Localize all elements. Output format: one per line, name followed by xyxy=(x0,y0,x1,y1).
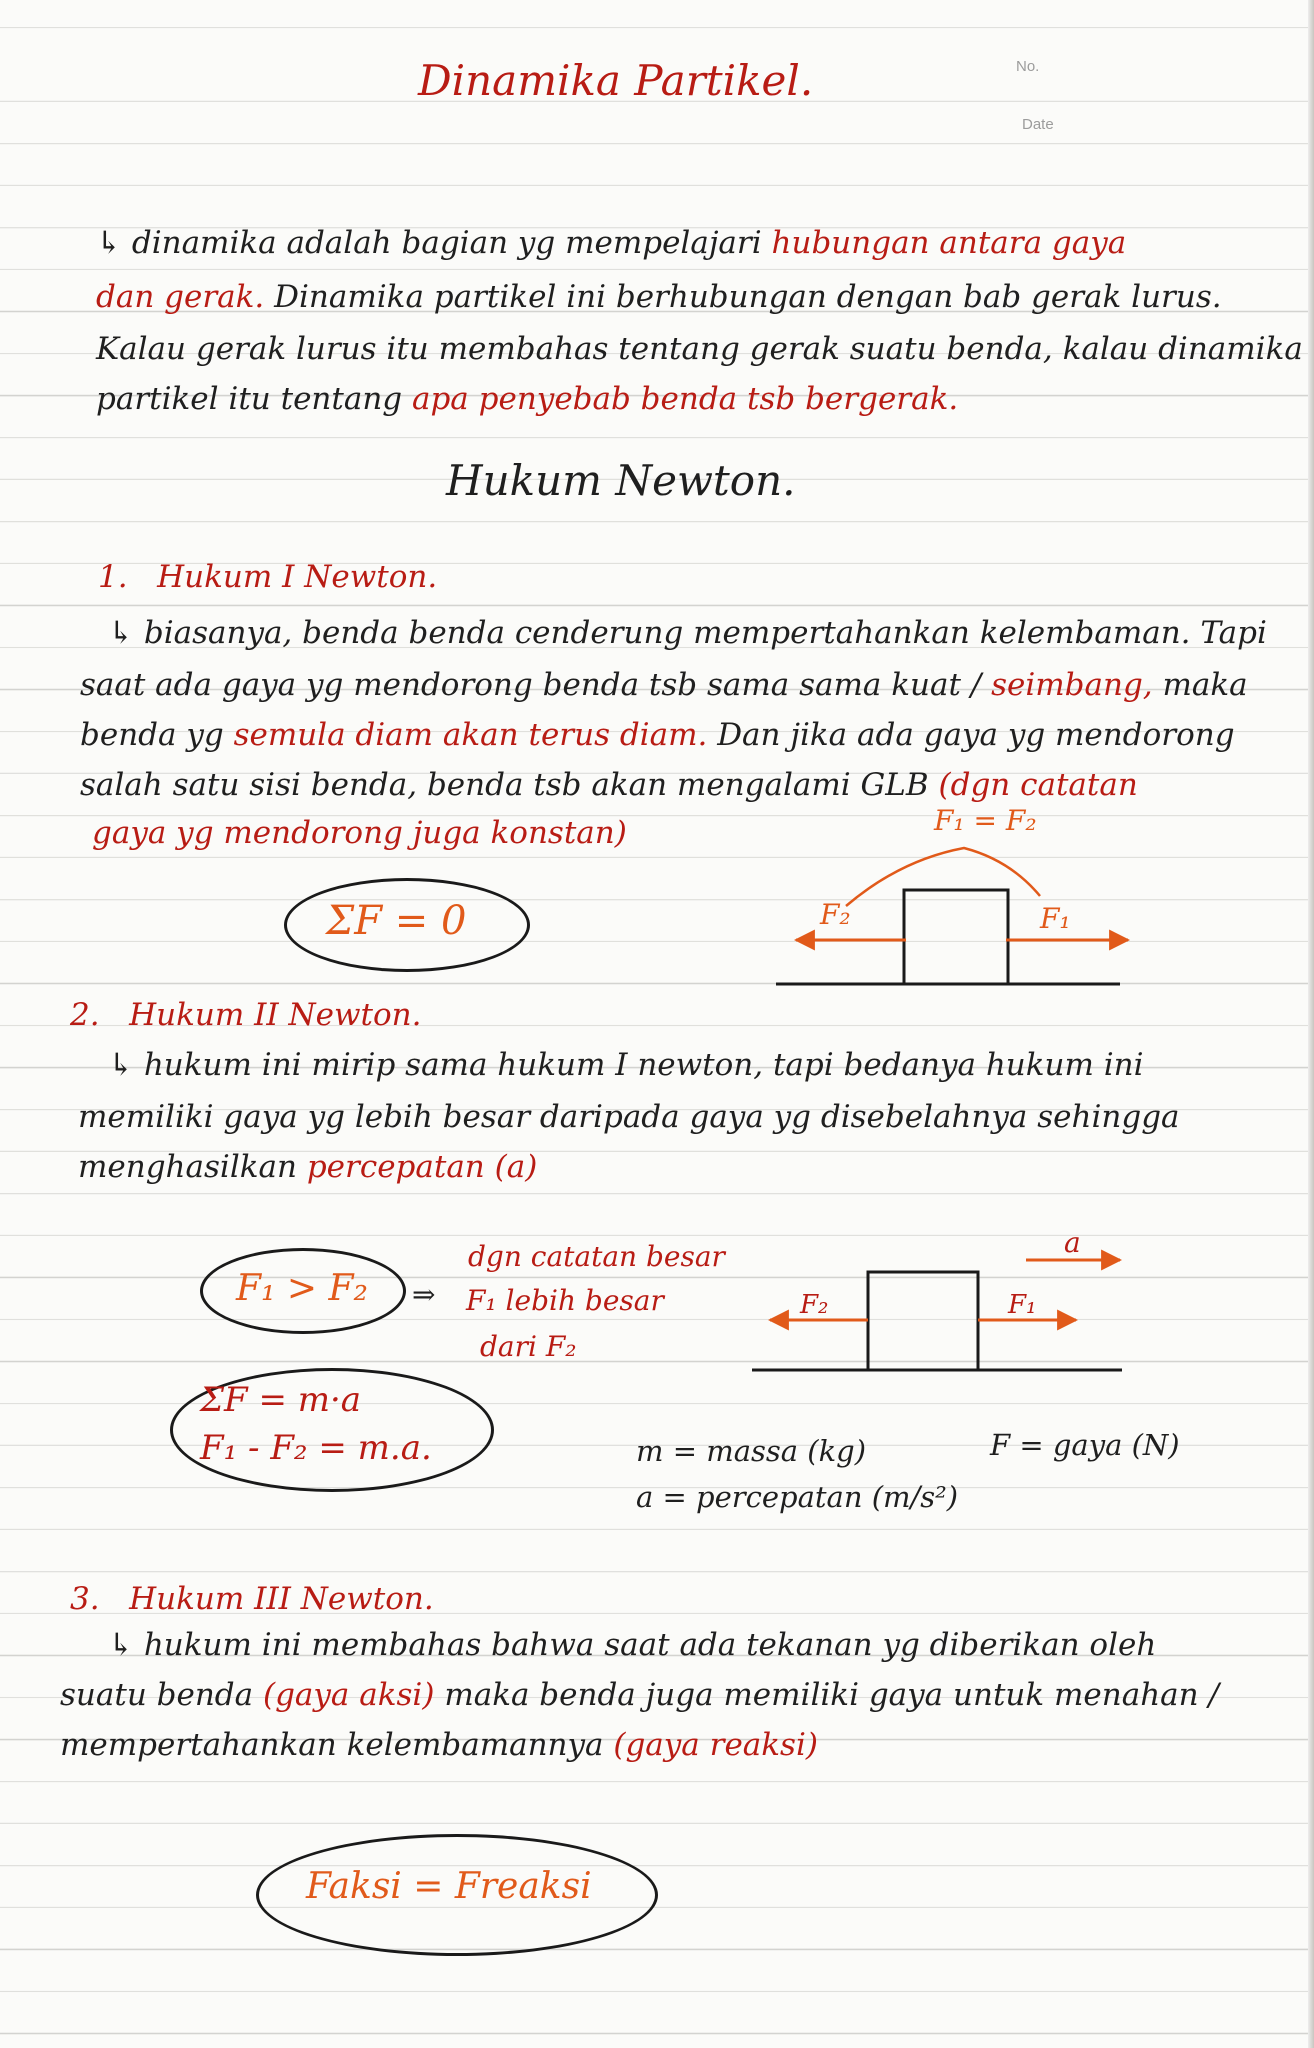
law3-heading: 3. Hukum III Newton. xyxy=(70,1581,434,1617)
law2-note-line-2: F₁ lebih besar xyxy=(466,1284,664,1317)
section-title: Hukum Newton. xyxy=(446,456,796,505)
law2-line-3: menghasilkan percepatan (a) xyxy=(78,1149,538,1185)
law1-line-5: gaya yg mendorong juga konstan) xyxy=(92,815,627,851)
law1-line-3: benda yg semula diam akan terus diam. Dan jika ada gaya yg mendorong xyxy=(80,717,1235,753)
legend-mass: m = massa (kg) xyxy=(636,1434,867,1468)
law2-diagram-left-label: F₂ xyxy=(800,1290,829,1320)
legend-acceleration: a = percepatan (m/s²) xyxy=(636,1480,959,1514)
bullet-arrow-icon: ↳ xyxy=(108,615,134,651)
bullet-arrow-icon: ↳ xyxy=(96,225,122,261)
law2-line-1: ↳ hukum ini mirip sama hukum I newton, tapi bedanya hukum ini xyxy=(108,1047,1144,1083)
law3-line-1: ↳ hukum ini membahas bahwa saat ada tekanan yg diberikan oleh xyxy=(108,1627,1157,1663)
law1-force-diagram xyxy=(776,848,1128,984)
bullet-arrow-icon: ↳ xyxy=(108,1627,134,1663)
intro-line-1: ↳ dinamika adalah bagian yg mempelajari hubungan antara gaya xyxy=(96,225,1127,261)
law2-note-line-3: dari F₂ xyxy=(480,1330,577,1363)
law1-block xyxy=(904,890,1008,984)
law1-line-1: ↳ biasanya, benda benda cenderung mempertahankan kelembaman. Tapi xyxy=(108,615,1267,651)
law1-line-2: saat ada gaya yg mendorong benda tsb sama sama kuat / seimbang, maka xyxy=(80,667,1248,703)
law3-formula: Faksi = Freaksi xyxy=(306,1866,592,1907)
intro-line-2: dan gerak. Dinamika partikel ini berhubungan dengan bab gerak lurus. xyxy=(96,279,1222,315)
bullet-arrow-icon: ↳ xyxy=(108,1047,134,1083)
law2-formula-2: F₁ - F₂ = m.a. xyxy=(200,1428,432,1468)
law2-formula-1: ΣF = m·a xyxy=(200,1380,362,1420)
implies-arrow-icon: ⇒ xyxy=(412,1278,436,1311)
law2-line-2: memiliki gaya yg lebih besar daripada gaya yg disebelahnya sehingga xyxy=(78,1099,1180,1135)
date-label: Date xyxy=(1022,116,1054,133)
page-title: Dinamika Partikel. xyxy=(418,56,814,105)
law2-condition-formula: F₁ > F₂ xyxy=(236,1268,368,1309)
law1-heading: 1. Hukum I Newton. xyxy=(98,559,438,595)
law2-diagram-right-label: F₁ xyxy=(1008,1290,1037,1320)
law2-block xyxy=(868,1272,978,1370)
law3-line-2: suatu benda (gaya aksi) maka benda juga memiliki gaya untuk menahan / xyxy=(60,1677,1219,1713)
intro-line-4: partikel itu tentang apa penyebab benda tsb bergerak. xyxy=(96,381,959,417)
law2-diagram-top-label: a xyxy=(1064,1226,1081,1259)
law1-line-4: salah satu sisi benda, benda tsb akan mengalami GLB (dgn catatan xyxy=(80,767,1138,803)
law2-force-diagram xyxy=(752,1260,1122,1370)
law3-line-3: mempertahankan kelembamannya (gaya reaksi) xyxy=(60,1727,818,1763)
law1-diagram-top-label: F₁ = F₂ xyxy=(934,804,1037,837)
law1-diagram-left-label: F₂ xyxy=(820,898,851,931)
intro-line-3: Kalau gerak lurus itu membahas tentang gerak suatu benda, kalau dinamika xyxy=(96,331,1303,367)
legend-force: F = gaya (N) xyxy=(990,1428,1180,1462)
law1-diagram-right-label: F₁ xyxy=(1040,902,1071,935)
law2-heading: 2. Hukum II Newton. xyxy=(70,997,422,1033)
law1-equal-bracket xyxy=(846,848,1040,906)
no-label: No. xyxy=(1016,58,1040,75)
law2-note-line-1: dgn catatan besar xyxy=(468,1240,725,1273)
law1-formula: ΣF = 0 xyxy=(326,898,467,944)
